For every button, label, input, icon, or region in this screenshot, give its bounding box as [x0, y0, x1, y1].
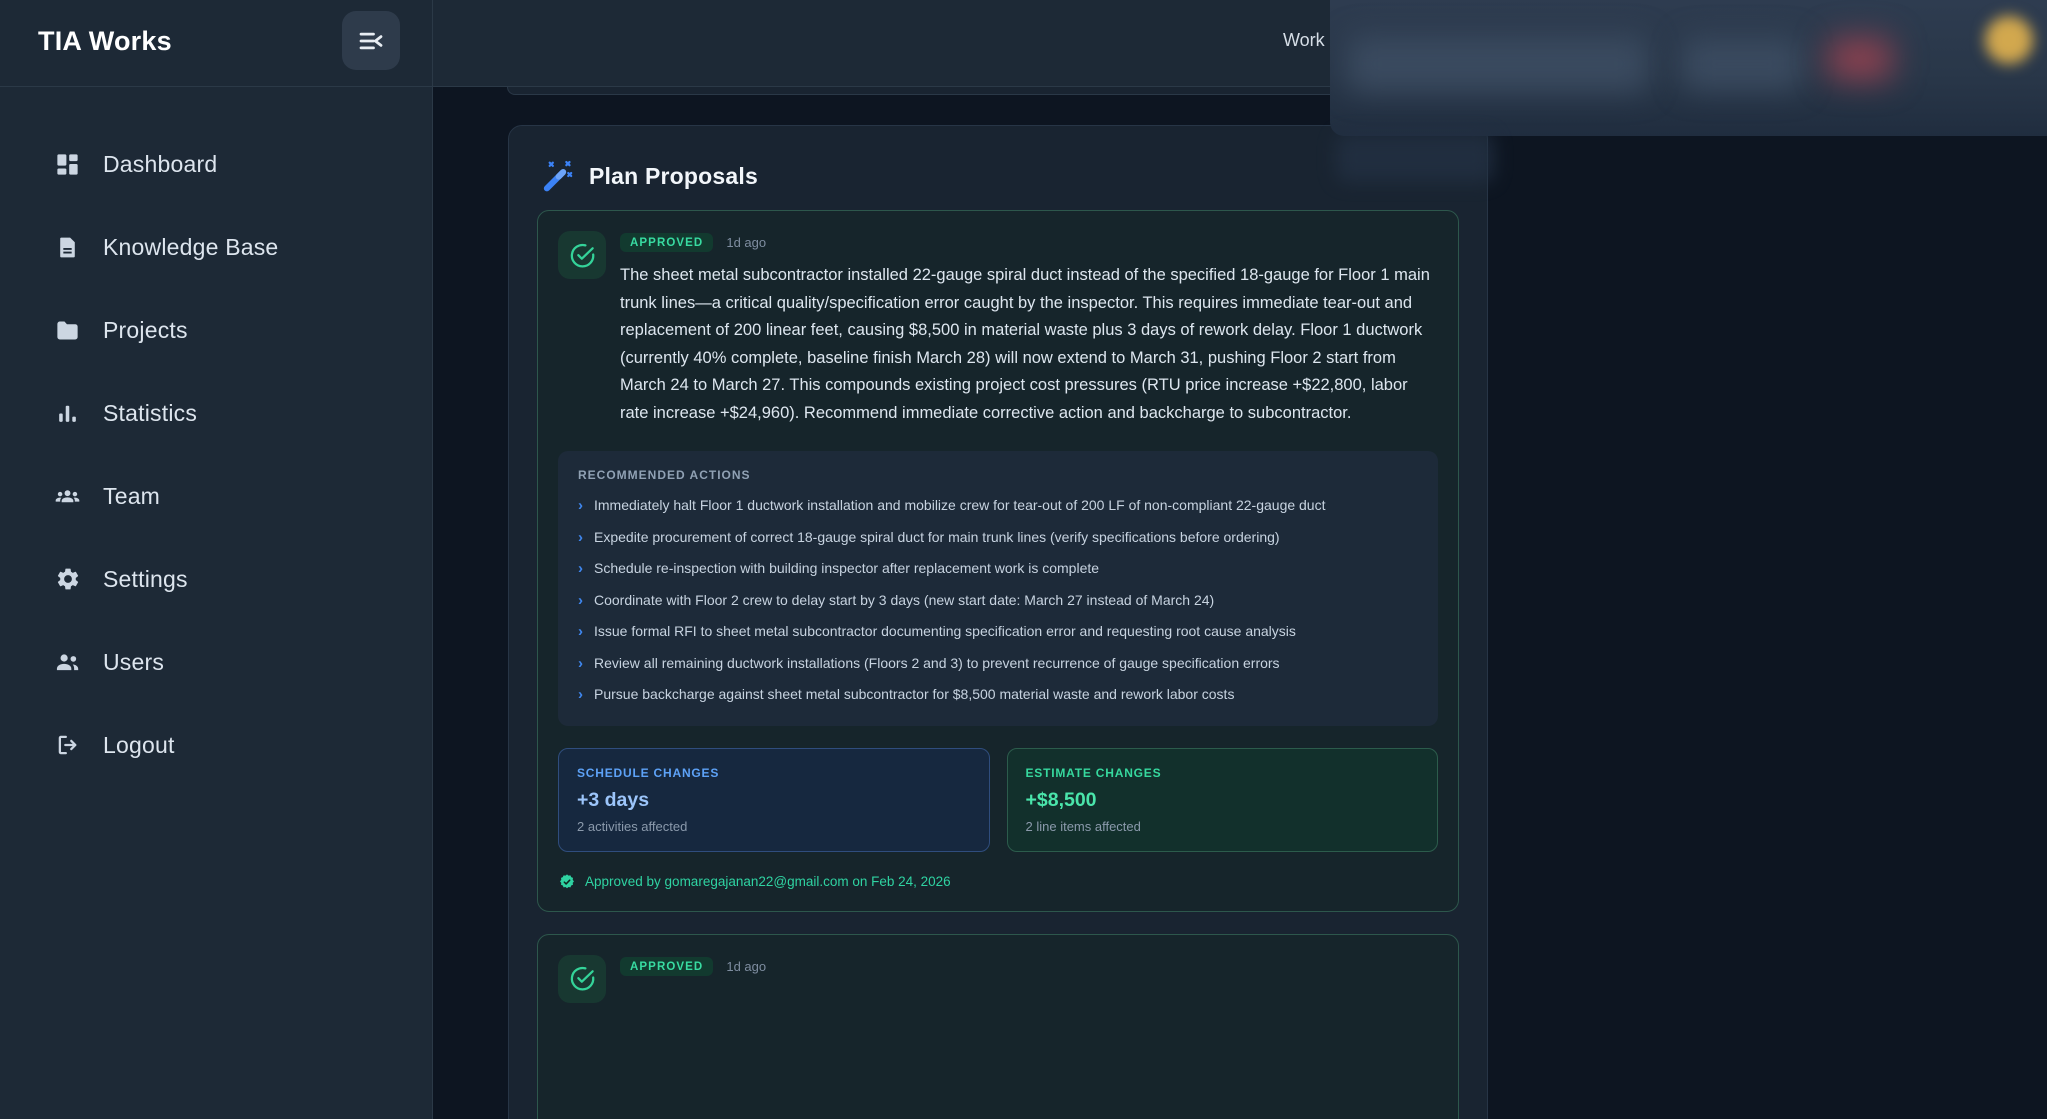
sidebar-item-label: Knowledge Base — [103, 233, 279, 260]
team-icon — [54, 483, 81, 510]
panel-header — [539, 156, 1459, 196]
proposal-meta — [620, 233, 1438, 252]
timestamp: 1d ago — [726, 235, 767, 250]
estimate-changes-label: ESTIMATE CHANGES — [1025, 765, 1162, 780]
proposal-card[interactable] — [537, 934, 1459, 1119]
recommended-actions-title: RECOMMENDED ACTIONS — [578, 468, 751, 482]
badge-check-icon — [558, 873, 576, 891]
action-item-text: Issue formal RFI to sheet metal subcontractor documenting specification error and requesting root cause analysis — [594, 623, 1296, 639]
previous-card-bottom-edge — [507, 87, 1468, 95]
action-item — [578, 558, 1418, 580]
action-item — [578, 495, 1418, 517]
schedule-changes-value: +3 days — [577, 788, 650, 811]
approval-row — [558, 873, 1438, 891]
sidebar-item-label: Dashboard — [103, 150, 218, 177]
sidebar-collapse-button[interactable] — [342, 11, 400, 70]
proposal-card[interactable] — [537, 210, 1459, 912]
action-item-text: Review all remaining ductwork installations (Floors 2 and 3) to prevent recurrence of gauge specification errors — [594, 654, 1280, 671]
proposal-meta — [620, 957, 1438, 976]
action-item-text: Schedule re-inspection with building inspector after replacement work is complete — [594, 560, 1100, 576]
menu-fold-icon — [356, 26, 386, 56]
sidebar-item-team[interactable] — [0, 471, 432, 521]
recommended-actions-box — [558, 451, 1438, 726]
bar-chart-icon — [54, 400, 81, 427]
sidebar-item-label: Users — [103, 648, 165, 675]
blurred-toolbar-item — [1348, 36, 1648, 92]
chevron-right-icon: › — [578, 623, 583, 640]
chevron-right-icon: › — [578, 528, 583, 546]
sidebar-nav — [0, 87, 432, 803]
sidebar-header — [0, 0, 432, 87]
approved-check-circle-icon — [558, 231, 606, 279]
proposal-card-top — [558, 231, 1438, 427]
chevron-right-icon: › — [578, 497, 583, 514]
folder-icon — [54, 317, 81, 344]
gear-icon — [54, 566, 81, 593]
sidebar-item-projects[interactable] — [0, 305, 432, 355]
proposal-card-body — [620, 231, 1438, 427]
logout-icon — [54, 732, 81, 759]
status-badge: APPROVED — [620, 233, 713, 252]
schedule-changes-label: SCHEDULE CHANGES — [577, 765, 720, 780]
changes-summary-row — [558, 748, 1438, 852]
chevron-right-icon: › — [578, 686, 583, 703]
recommended-actions-list — [578, 495, 1418, 706]
action-item — [578, 684, 1418, 706]
sidebar-item-label: Logout — [103, 731, 175, 758]
action-item — [578, 621, 1418, 643]
sidebar-item-dashboard[interactable] — [0, 139, 432, 189]
schedule-changes-detail: 2 activities affected — [577, 818, 688, 834]
sidebar-item-knowledge-base[interactable] — [0, 222, 432, 272]
blurred-toolbar-item — [1682, 38, 1802, 90]
chevron-right-icon: › — [578, 591, 583, 609]
chevron-right-icon: › — [578, 654, 583, 672]
users-icon — [54, 649, 81, 676]
sidebar-item-label: Projects — [103, 316, 188, 343]
action-item — [578, 527, 1418, 549]
sidebar-item-users[interactable] — [0, 637, 432, 687]
proposal-description: The sheet metal subcontractor installed 22-gauge spiral duct instead of the specified 18-gauge for Floor 1 main trunk lines—a critical quality/specification error caught by the inspector. This requires immediate tear-out and replacement of 200 linear feet, causing $8,500 in material waste plus 3 days of rework delay. Floor 1 ductwork (currently 40% complete, baseline finish March 28) will now extend to March 31, pushing Floor 2 start from March 24 to March 27. This compounds existing project cost pressures (RTU price increase +$22,800, labor rate increase +$24,960). Recommend immediate corrective action and backcharge to subcontractor. — [620, 266, 1430, 422]
sidebar-item-logout[interactable] — [0, 720, 432, 770]
document-icon — [54, 234, 81, 261]
avatar[interactable] — [1985, 16, 2033, 64]
estimate-changes-value: +$8,500 — [1025, 788, 1097, 811]
approved-check-circle-icon — [558, 955, 606, 1003]
action-item — [578, 653, 1418, 675]
estimate-changes-detail: 2 line items affected — [1025, 818, 1141, 834]
sidebar-item-label: Statistics — [103, 399, 198, 426]
privacy-blur-overlay — [1330, 0, 2047, 136]
main-content — [433, 87, 2047, 1119]
plan-proposals-panel — [508, 125, 1488, 1119]
sidebar-item-statistics[interactable] — [0, 388, 432, 438]
blurred-notification — [1828, 38, 1892, 80]
proposal-card-body — [620, 955, 1438, 986]
dashboard-icon — [54, 151, 81, 178]
sidebar-item-settings[interactable] — [0, 554, 432, 604]
action-item-text: Expedite procurement of correct 18-gauge spiral duct for main trunk lines (verify specifications before ordering) — [594, 528, 1280, 545]
action-item-text: Coordinate with Floor 2 crew to delay start by 3 days (new start date: March 27 instead of March 24) — [594, 591, 1215, 608]
section-title: Plan Proposals — [589, 162, 758, 189]
action-item — [578, 590, 1418, 612]
chevron-right-icon: › — [578, 560, 583, 577]
timestamp: 1d ago — [726, 958, 767, 974]
schedule-changes-box — [558, 748, 990, 852]
estimate-changes-box — [1007, 748, 1439, 852]
topbar-partial-label: Work — [1283, 30, 1325, 50]
proposal-card-top — [558, 955, 1438, 1003]
sidebar — [0, 0, 433, 1119]
privacy-blur-tail — [1336, 134, 1494, 182]
status-badge: APPROVED — [620, 957, 713, 976]
action-item-text: Immediately halt Floor 1 ductwork installation and mobilize crew for tear-out of 200 LF of non-compliant 22-gauge duct — [594, 497, 1326, 513]
action-item-text: Pursue backcharge against sheet metal subcontractor for $8,500 material waste and rework labor costs — [594, 686, 1235, 702]
approval-note: Approved by gomaregajanan22@gmail.com on Feb 24, 2026 — [585, 874, 951, 889]
sidebar-item-label: Settings — [103, 565, 188, 592]
app-title: TIA Works — [38, 26, 172, 56]
magic-wand-icon — [539, 158, 575, 194]
sidebar-item-label: Team — [103, 482, 161, 509]
